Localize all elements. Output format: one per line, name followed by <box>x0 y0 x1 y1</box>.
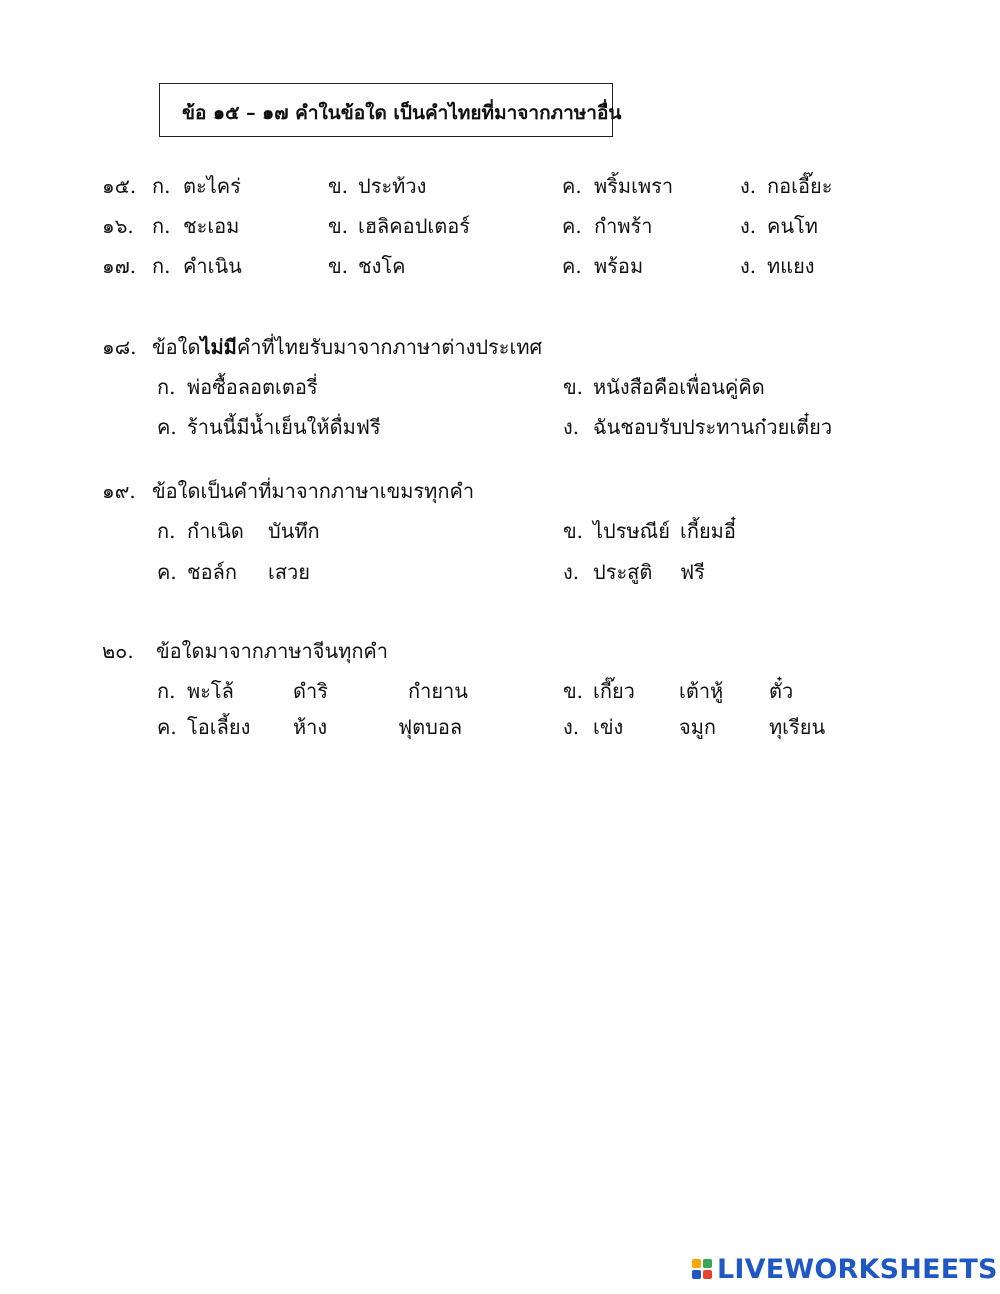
choice-a-word-2[interactable]: บันทึก <box>268 519 320 543</box>
choice-d-word-1[interactable]: เข่ง <box>593 715 624 739</box>
question-text: ข้อใดเป็นคำที่มาจากภาษาเขมรทุกคำ <box>152 479 475 503</box>
choice-d[interactable]: ฉันชอบรับประทานก๋วยเตี๋ยว <box>593 415 833 439</box>
choice-a-word-2[interactable]: ดำริ <box>293 679 328 703</box>
choice-label: ข. <box>563 519 584 543</box>
choice-label: ข. <box>328 174 349 198</box>
logo-square <box>703 1270 712 1279</box>
choice-c-word-2[interactable]: ห้าง <box>293 715 328 739</box>
choice-label: ค. <box>157 715 177 739</box>
choice-label: ง. <box>740 174 757 198</box>
choice-a-word-1[interactable]: กำเนิด <box>187 519 244 543</box>
choice-label: ง. <box>563 415 580 439</box>
choice-label: ก. <box>152 254 171 278</box>
choice-b-word-2[interactable]: เกี้ยมอี๋ <box>680 519 736 543</box>
choice-b[interactable]: ชงโค <box>358 254 406 278</box>
logo-square <box>692 1270 701 1279</box>
choice-b[interactable]: ประท้วง <box>358 174 427 198</box>
choice-c[interactable]: ร้านนี้มีน้ำเย็นให้ดื่มฟรี <box>187 415 381 439</box>
choice-b-word-3[interactable]: ตั๋ว <box>769 679 794 703</box>
question-number: ๒๐. <box>102 639 134 663</box>
choice-b-word-1[interactable]: เกี๊ยว <box>593 679 635 703</box>
choice-label: ค. <box>562 254 582 278</box>
choice-a[interactable]: พ่อซื้อลอตเตอรี่ <box>187 375 318 399</box>
choice-c[interactable]: กำพร้า <box>594 214 653 238</box>
choice-d[interactable]: คนโท <box>767 214 818 238</box>
choice-c-word-1[interactable]: ชอล์ก <box>187 560 237 584</box>
choice-label: ก. <box>157 375 176 399</box>
choice-label: ก. <box>157 679 176 703</box>
choice-label: ง. <box>740 214 757 238</box>
question-number: ๑๘. <box>102 335 137 359</box>
logo-mark-icon <box>692 1259 712 1279</box>
question-text: ข้อใดมาจากภาษาจีนทุกคำ <box>156 639 389 663</box>
question-number: ๑๕. <box>102 174 137 198</box>
logo-square <box>703 1259 712 1268</box>
choice-d-word-2[interactable]: จมูก <box>679 715 717 739</box>
choice-a[interactable]: คำเนิน <box>183 254 242 278</box>
choice-label: ค. <box>562 214 582 238</box>
choice-label: ข. <box>563 375 584 399</box>
question-number: ๑๙. <box>102 479 136 503</box>
choice-label: ง. <box>563 715 580 739</box>
section-title: ข้อ ๑๕ – ๑๗ คำในข้อใด เป็นคำไทยที่มาจากภาษาอื่น <box>182 102 622 124</box>
choice-d[interactable]: กอเอี๊ยะ <box>767 174 833 198</box>
logo-square <box>692 1259 701 1268</box>
choice-c[interactable]: พริ้มเพรา <box>594 174 674 198</box>
choice-c-word-1[interactable]: โอเลี้ยง <box>187 715 251 739</box>
choice-label: ก. <box>152 174 171 198</box>
choice-label: ข. <box>328 214 349 238</box>
choice-d[interactable]: ทแยง <box>767 254 815 278</box>
question-number: ๑๖. <box>102 214 134 238</box>
question-number: ๑๗. <box>102 254 137 278</box>
logo-text: LIVEWORKSHEETS <box>717 1253 998 1285</box>
question-text-part: คำที่ไทยรับมาจากภาษาต่างประเทศ <box>236 335 543 359</box>
choice-b[interactable]: หนังสือคือเพื่อนคู่คิด <box>593 375 765 399</box>
liveworksheets-logo[interactable] <box>692 1255 998 1283</box>
choice-a[interactable]: ชะเอม <box>183 214 240 238</box>
choice-c-word-2[interactable]: เสวย <box>268 560 310 584</box>
choice-label: ง. <box>740 254 757 278</box>
choice-a-word-3[interactable]: กำยาน <box>408 679 468 703</box>
choice-label: ง. <box>563 560 580 584</box>
choice-label: ข. <box>328 254 349 278</box>
choice-d-word-1[interactable]: ประสูติ <box>593 560 653 584</box>
choice-a[interactable]: ตะไคร่ <box>183 174 241 198</box>
choice-label: ก. <box>152 214 171 238</box>
choice-b-word-2[interactable]: เต้าหู้ <box>679 679 724 703</box>
choice-label: ก. <box>157 519 176 543</box>
choice-a-word-1[interactable]: พะโล้ <box>187 679 234 703</box>
question-keyword: ไม่มี <box>200 335 237 359</box>
choice-d-word-2[interactable]: ฟรี <box>680 560 705 584</box>
choice-c[interactable]: พร้อม <box>594 254 644 278</box>
question-text <box>152 337 542 357</box>
choice-d-word-3[interactable]: ทุเรียน <box>769 715 826 739</box>
choice-label: ค. <box>562 174 582 198</box>
choice-label: ข. <box>563 679 584 703</box>
choice-label: ค. <box>157 560 177 584</box>
question-text-part: ข้อใด <box>152 335 201 359</box>
choice-b-word-1[interactable]: ไปรษณีย์ <box>593 519 670 543</box>
choice-label: ค. <box>157 415 177 439</box>
choice-b[interactable]: เฮลิคอปเตอร์ <box>358 214 470 238</box>
choice-c-word-3[interactable]: ฟุตบอล <box>398 715 463 739</box>
